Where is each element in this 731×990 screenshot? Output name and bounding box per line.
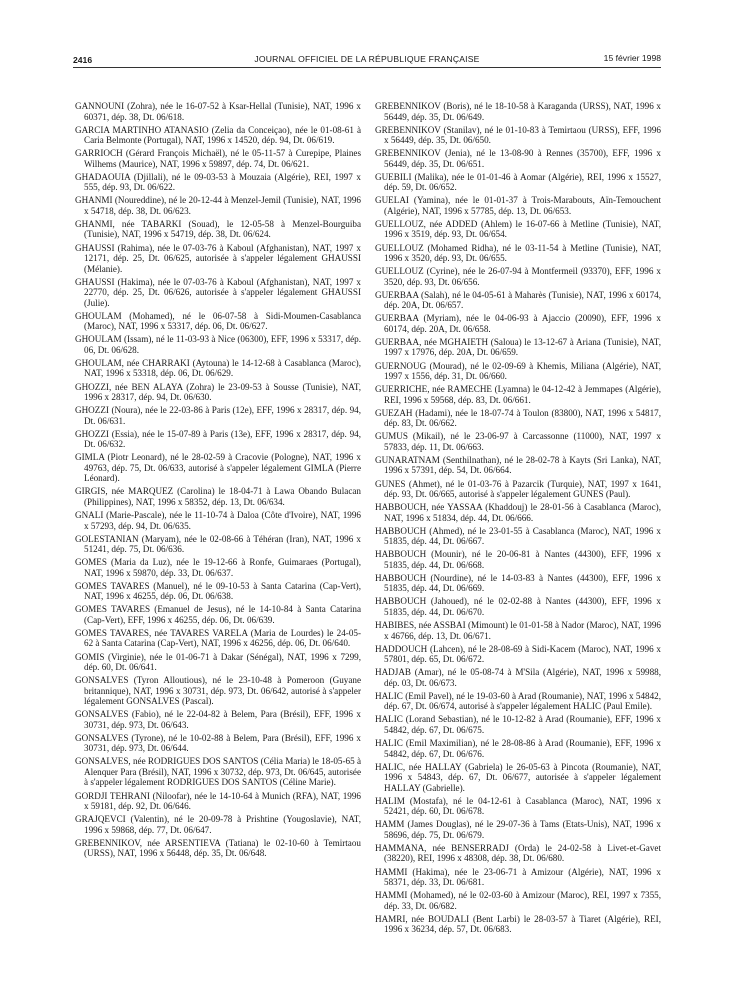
register-entry: GONSALVES (Tyron Alloutious), né le 23-10-48 à Pomeroon (Guyane britannique), NAT, 1996 x 30731, dép. 973, Dt. 06/642, autorisé à s'appeler légalement GONSALVES (Pascal).	[75, 675, 361, 707]
register-entry: HADDOUCH (Lahcen), né le 28-08-69 à Sidi-Kacem (Maroc), NAT, 1996 x 57801, dép. 65, Dt. 06/672.	[375, 643, 661, 665]
register-entry: HALIC, née HALLAY (Gabriela) le 26-05-63 à Pincota (Roumanie), NAT, 1996 x 54843, dép. 67, Dt. 06/677, autorisée à s'appeler légalement HALLAY (Gabrielle).	[375, 761, 661, 793]
register-entry: GUERNOUG (Mourad), né le 02-09-69 à Khemis, Miliana (Algérie), NAT, 1997 x 1556, dép. 31, Dt. 06/660.	[375, 360, 661, 382]
register-entry: HABIBES, née ASSBAI (Mimount) le 01-01-58 à Nador (Maroc), NAT, 1996 x 46766, dép. 13, Dt. 06/671.	[375, 620, 661, 641]
register-entry: GUELLOUZ, née ADDED (Ahlem) le 16-07-66 à Metline (Tunisie), NAT, 1996 x 3519, dép. 93, Dt. 06/654.	[375, 218, 661, 240]
register-entry: GHOULAM, née CHARRAKI (Aytouna) le 14-12-68 à Casablanca (Maroc), NAT, 1996 x 53318, dép. 06, Dt. 06/629.	[75, 357, 361, 379]
register-entry: GONSALVES, née RODRIGUES DOS SANTOS (Célia Maria) le 18-05-65 à Alenquer Para (Brésil), NAT, 1996 x 30732, dép. 973, Dt. 06/645, autorisée à s'appeler légalement RODRIGUES DOS SANTOS (Céline Marie).	[75, 756, 361, 788]
register-entry: GRAJQEVCI (Valentin), né le 20-09-78 à Prishtine (Yougoslavie), NAT, 1996 x 59868, dép. 77, Dt. 06/647.	[75, 814, 361, 835]
register-entry: GUEBILI (Malika), née le 01-01-46 à Aomar (Algérie), REI, 1996 x 15527, dép. 59, Dt. 06/652.	[375, 171, 661, 193]
register-entry: HAMM (James Douglas), né le 29-07-36 à Tams (Etats-Unis), NAT, 1996 x 58696, dép. 75, Dt. 06/679.	[375, 819, 661, 840]
register-entry: GHOZZI, née BEN ALAYA (Zohra) le 23-09-53 à Sousse (Tunisie), NAT, 1996 x 28317, dép. 94, Dt. 06/630.	[75, 381, 361, 403]
register-entry: GONSALVES (Tyrone), né le 10-02-88 à Belem, Para (Brésil), EFF, 1996 x 30731, dép. 973, Dt. 06/644.	[75, 732, 361, 754]
register-entry: GIRGIS, née MARQUEZ (Carolina) le 18-04-71 à Lawa Obando Bulacan (Philippines), NAT, 1996 x 58352, dép. 13, Dt. 06/634.	[75, 486, 361, 507]
page-number: 2416	[73, 55, 93, 65]
register-entry: GUERBAA, née MGHAIETH (Saloua) le 13-12-67 à Ariana (Tunisie), NAT, 1997 x 17976, dép. 20A, Dt. 06/659.	[375, 336, 661, 358]
register-entry: GUERBAA (Myriam), née le 04-06-93 à Ajaccio (20090), EFF, 1996 x 60174, dép. 20A, Dt. 06/658.	[375, 313, 661, 334]
register-entry: HALIM (Mostafa), né le 04-12-61 à Casablanca (Maroc), NAT, 1996 x 52421, dép. 60, Dt. 06/678.	[375, 795, 661, 817]
register-entry: GUELLOUZ (Mohamed Ridha), né le 03-11-54 à Metline (Tunisie), NAT, 1996 x 3520, dép. 93, Dt. 06/655.	[375, 242, 661, 264]
register-entry: GARRIOCH (Gérard François Michaël), né le 05-11-57 à Curepipe, Plaines Wilhems (Maurice), NAT, 1996 x 59897, dép. 74, Dt. 06/621.	[75, 148, 361, 169]
register-entry: GUERBAA (Salah), né le 04-05-61 à Maharès (Tunisie), NAT, 1996 x 60174, dép. 20A, Dt. 06/657.	[375, 289, 661, 311]
register-entry: GOMES TAVARES, née TAVARES VARELA (Maria de Lourdes) le 24-05-62 à Santa Catarina (Cap-Vert), NAT, 1996 x 46256, dép. 06, Dt. 06/640.	[75, 627, 361, 649]
register-entry: GOMES (Maria da Luz), née le 19-12-66 à Ronfe, Guimaraes (Portugal), NAT, 1996 x 59870, dép. 33, Dt. 06/637.	[75, 557, 361, 578]
register-entry: HABBOUCH (Jahoued), né le 02-02-88 à Nantes (44300), EFF, 1996 x 51835, dép. 44, Dt. 06/670.	[375, 596, 661, 617]
register-entry: HABBOUCH (Nourdine), né le 14-03-83 à Nantes (44300), EFF, 1996 x 51835, dép. 44, Dt. 06/669.	[375, 572, 661, 594]
register-entry: GHAUSSI (Rahima), née le 07-03-76 à Kaboul (Afghanistan), NAT, 1997 x 12171, dép. 25, Dt. 06/625, autorisée à s'appeler légalement GHAUSSI (Mélanie).	[75, 242, 361, 274]
register-entry: GOMES TAVARES (Manuel), né le 09-10-53 à Santa Catarina (Cap-Vert), NAT, 1996 x 46255, dép. 06, Dt. 06/638.	[75, 580, 361, 602]
register-entry: HADJAB (Amar), né le 05-08-74 à M'Sila (Algérie), NAT, 1996 x 59988, dép. 03, Dt. 06/673.	[375, 667, 661, 688]
register-entry: GOMIS (Virginie), née le 01-06-71 à Dakar (Sénégal), NAT, 1996 x 7299, dép. 60, Dt. 06/641.	[75, 651, 361, 673]
register-entry: GREBENNIKOV (Boris), né le 18-10-58 à Karaganda (URSS), NAT, 1996 x 56449, dép. 35, Dt. 06/649.	[375, 101, 661, 122]
register-entry: GHOULAM (Mohamed), né le 06-07-58 à Sidi-Moumen-Casablanca (Maroc), NAT, 1996 x 53317, dép. 06, Dt. 06/627.	[75, 310, 361, 332]
register-entry: GHANMI, née TABARKI (Souad), le 12-05-58 à Menzel-Bourguiba (Tunisie), NAT, 1996 x 54719, dép. 38, Dt. 06/624.	[75, 218, 361, 240]
register-entry: HALIC (Lorand Sebastian), né le 10-12-82 à Arad (Roumanie), EFF, 1996 x 54842, dép. 67, Dt. 06/675.	[375, 714, 661, 735]
register-entry: GUEZAH (Hadami), née le 18-07-74 à Toulon (83800), NAT, 1996 x 54817, dép. 83, Dt. 06/662.	[375, 407, 661, 429]
register-entry: GUMUS (Mikail), né le 23-06-97 à Carcassonne (11000), NAT, 1997 x 57833, dép. 11, Dt. 06/663.	[375, 431, 661, 452]
register-entry: GHOULAM (Issam), né le 11-03-93 à Nice (06300), EFF, 1996 x 53317, dép. 06, Dt. 06/628.	[75, 334, 361, 355]
register-entry: GORDJI TEHRANI (Niloofar), née le 14-10-64 à Munich (RFA), NAT, 1996 x 59181, dép. 92, Dt. 06/646.	[75, 790, 361, 812]
register-entry: HAMMI (Mohamed), né le 02-03-60 à Amizour (Maroc), REI, 1997 x 7355, dép. 33, Dt. 06/682.	[375, 890, 661, 911]
register-entry: GREBENNIKOV (Stanilav), né le 01-10-83 à Temirtaou (URSS), EFF, 1996 x 56449, dép. 35, Dt. 06/650.	[375, 124, 661, 146]
register-entry: GUELLOUZ (Cyrine), née le 26-07-94 à Montfermeil (93370), EFF, 1996 x 3520, dép. 93, Dt. 06/656.	[375, 266, 661, 287]
right-column	[375, 101, 661, 937]
register-entry: HABBOUCH, née YASSAA (Khaddouj) le 28-01-56 à Casablanca (Maroc), NAT, 1996 x 51834, dép. 44, Dt. 06/666.	[375, 502, 661, 523]
register-entry: HAMRI, née BOUDALI (Bent Larbi) le 28-03-57 à Tiaret (Algérie), REI, 1996 x 36234, dép. 57, Dt. 06/683.	[375, 913, 661, 935]
register-entry: GUNES (Ahmet), né le 01-03-76 à Pazarcik (Turquie), NAT, 1997 x 1641, dép. 93, Dt. 06/665, autorisé à s'appeler légalement GUNES (Paul).	[375, 478, 661, 499]
register-entry: GIMLA (Piotr Leonard), né le 28-02-59 à Cracovie (Pologne), NAT, 1996 x 49763, dép. 75, Dt. 06/633, autorisé à s'appeler légalement GIMLA (Pierre Léonard).	[75, 452, 361, 484]
register-entry: GUELAI (Yamina), née le 01-01-37 à Trois-Marabouts, Aïn-Temouchent (Algérie), NAT, 1996 x 57785, dép. 13, Dt. 06/653.	[375, 195, 661, 216]
register-entry: GHOZZI (Essia), née le 15-07-89 à Paris (13e), EFF, 1996 x 28317, dép. 94, Dt. 06/632.	[75, 428, 361, 450]
register-entry: GOMES TAVARES (Emanuel de Jesus), né le 14-10-84 à Santa Catarina (Cap-Vert), EFF, 1996 x 46255, dép. 06, Dt. 06/639.	[75, 604, 361, 625]
register-entry: GHOZZI (Noura), née le 22-03-86 à Paris (12e), EFF, 1996 x 28317, dép. 94, Dt. 06/631.	[75, 405, 361, 426]
register-entry: GHAUSSI (Hakima), née le 07-03-76 à Kaboul (Afghanistan), NAT, 1997 x 22770, dép. 25, Dt. 06/626, autorisée à s'appeler légalement GHAUSSI (Julie).	[75, 276, 361, 308]
register-entry: GUERRICHE, née RAMECHE (Lyamna) le 04-12-42 à Jemmapes (Algérie), REI, 1996 x 59568, dép. 83, Dt. 06/661.	[375, 384, 661, 405]
left-column	[75, 101, 361, 861]
register-entry: GANNOUNI (Zohra), née le 16-07-52 à Ksar-Hellal (Tunisie), NAT, 1996 x 60371, dép. 38, Dt. 06/618.	[75, 101, 361, 122]
publication-date: 15 février 1998	[603, 53, 661, 63]
register-entry: GHADAOUIA (Djillali), né le 09-03-53 à Mouzaia (Algérie), REI, 1997 x 555, dép. 93, Dt. 06/622.	[75, 171, 361, 193]
register-entry: HALIC (Emil Pavel), né le 19-03-60 à Arad (Roumanie), NAT, 1996 x 54842, dép. 67, Dt. 06/674, autorisé à s'appeler légalement HALIC (Paul Emile).	[375, 690, 661, 712]
register-entry: GNALI (Marie-Pascale), née le 11-10-74 à Daloa (Côte d'Ivoire), NAT, 1996 x 57293, dép. 94, Dt. 06/635.	[75, 510, 361, 531]
register-entry: HAMMANA, née BENSERRADJ (Orda) le 24-02-58 à Livet-et-Gavet (38220), REI, 1996 x 48308, dép. 38, Dt. 06/680.	[375, 842, 661, 864]
header-rule	[73, 67, 661, 68]
journal-title: JOURNAL OFFICIEL DE LA RÉPUBLIQUE FRANÇAISE	[254, 54, 480, 64]
register-entry: HABBOUCH (Ahmed), né le 23-01-55 à Casablanca (Maroc), NAT, 1996 x 51835, dép. 44, Dt. 06/667.	[375, 525, 661, 547]
register-entry: GUNARATNAM (Senthilnathan), né le 28-02-78 à Kayts (Sri Lanka), NAT, 1996 x 57391, dép. 54, Dt. 06/664.	[375, 454, 661, 476]
register-entry: GONSALVES (Fabio), né le 22-04-82 à Belem, Para (Brésil), EFF, 1996 x 30731, dép. 973, Dt. 06/643.	[75, 709, 361, 730]
page-header	[73, 53, 661, 67]
register-entry: GARCIA MARTINHO ATANASIO (Zelia da Conceiçao), née le 01-08-61 à Caria Belmonte (Portugal), NAT, 1996 x 14520, dép. 94, Dt. 06/619.	[75, 124, 361, 146]
register-entry: GREBENNIKOV (Jenia), né le 13-08-90 à Rennes (35700), EFF, 1996 x 56449, dép. 35, Dt. 06/651.	[375, 148, 661, 169]
register-entry: HALIC (Emil Maximilian), né le 28-08-86 à Arad (Roumanie), EFF, 1996 x 54842, dép. 67, Dt. 06/676.	[375, 738, 661, 759]
register-entry: HAMMI (Hakima), née le 23-06-71 à Amizour (Algérie), NAT, 1996 x 58371, dép. 33, Dt. 06/681.	[375, 866, 661, 887]
register-entry: GHANMI (Noureddine), né le 20-12-44 à Menzel-Jemil (Tunisie), NAT, 1996 x 54718, dép. 38, Dt. 06/623.	[75, 195, 361, 216]
register-entry: GREBENNIKOV, née ARSENTIEVA (Tatiana) le 02-10-60 à Temirtaou (URSS), NAT, 1996 x 56448, dép. 35, Dt. 06/648.	[75, 837, 361, 859]
register-entry: HABBOUCH (Mounir), né le 20-06-81 à Nantes (44300), EFF, 1996 x 51835, dép. 44, Dt. 06/668.	[375, 549, 661, 570]
register-entry: GOLESTANIAN (Maryam), née le 02-08-66 à Téhéran (Iran), NAT, 1996 x 51241, dép. 75, Dt. 06/636.	[75, 533, 361, 555]
